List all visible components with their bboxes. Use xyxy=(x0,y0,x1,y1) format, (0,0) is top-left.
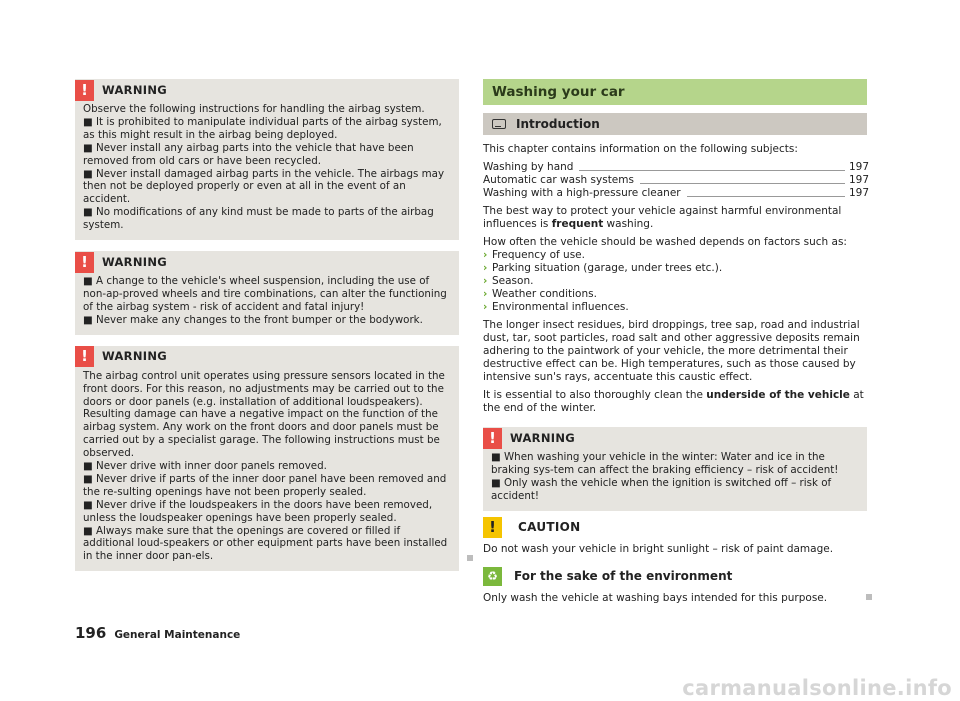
toc-leader xyxy=(579,170,845,171)
exclamation-icon: ! xyxy=(483,517,502,538)
toc-entry[interactable] xyxy=(483,161,870,174)
list-item-text: Environmental influences. xyxy=(492,301,629,313)
warning-text: The airbag control unit operates using pressure sensors located in the front doors. For this reason, no adjustments may be carried out to the doors or door panels (e.g. installation of additional loudspeakers). Resulting damage can have a negative impact on the function of the airbag system. Any work on the front doors and door panels must be carried out by a specialist garage. The following instructions must be observed. ■ Never drive with inner door panels removed. ■ Never drive if parts of the inner door panel have been removed and the re-sulting openings have not been properly sealed. ■ Never drive if the loudspeakers in the doors have been removed, unless the loudspeaker openings have been properly sealed. ■ Always make sure that the openings are covered or filled if additional loud-speakers or other equipment parts have been installed in the inner door pan-els. xyxy=(83,369,448,563)
warning-text: ■ When washing your vehicle in the winter: Water and ice in the braking sys-tem can affect the braking efficiency – risk of accident! ■ Only wash the vehicle when the ignition is switched off – risk of accident! xyxy=(491,451,839,502)
toc-label: Automatic car wash systems xyxy=(483,174,634,186)
chevron-right-icon: › xyxy=(483,301,488,313)
toc-page: 197 xyxy=(849,187,870,199)
warning-header xyxy=(75,251,451,273)
list-item-text: Parking situation (garage, under trees etc.). xyxy=(492,262,723,274)
warning-header xyxy=(75,79,451,101)
warning-title: WARNING xyxy=(102,349,167,364)
list-item-text: Weather conditions. xyxy=(492,288,597,300)
section-title: Introduction xyxy=(516,117,600,131)
environment-note xyxy=(483,592,867,605)
toc-entry[interactable] xyxy=(483,187,870,200)
section-end-marker xyxy=(866,594,872,600)
toc-label: Washing with a high-pressure cleaner xyxy=(483,187,681,199)
paragraph-frequent-washing xyxy=(483,205,867,231)
toc-label: Washing by hand xyxy=(483,161,574,173)
toc-entry[interactable] xyxy=(483,174,870,187)
exclamation-icon: ! xyxy=(75,252,94,273)
warning-header xyxy=(483,427,859,449)
text-run: washing. xyxy=(603,218,654,230)
chevron-right-icon: › xyxy=(483,275,488,287)
warning-box-suspension xyxy=(75,251,459,335)
watermark: carmanualsonline.info xyxy=(682,676,952,700)
table-of-contents xyxy=(483,161,870,200)
chapter-title: Washing your car xyxy=(483,79,867,105)
warning-title: WARNING xyxy=(102,254,167,269)
warning-box-airbag-handling xyxy=(75,79,459,240)
footer-section-title: General Maintenance xyxy=(114,629,241,641)
warning-box-door-sensors xyxy=(75,346,459,572)
list-item xyxy=(483,262,867,275)
bold-text: underside of the vehicle xyxy=(706,389,850,401)
list-item xyxy=(483,288,867,301)
exclamation-icon: ! xyxy=(75,80,94,101)
list-item xyxy=(483,275,867,288)
chevron-right-icon: › xyxy=(483,262,488,274)
exclamation-icon: ! xyxy=(483,428,502,449)
page-footer xyxy=(75,624,241,642)
caution-title: CAUTION xyxy=(518,520,581,535)
caution-text: Do not wash your vehicle in bright sunlight – risk of paint damage. xyxy=(483,542,834,555)
environment-text: Only wash the vehicle at washing bays intended for this purpose. xyxy=(483,591,828,604)
list-item xyxy=(483,301,867,314)
paragraph-deposits: The longer insect residues, bird droppings, tree sap, road and industrial dust, tar, soot particles, road salt and other aggressive deposits remain adhering to the paintwork of your vehicle, the more detrimental their destructive effect can be. High temperatures, such as those caused by intensive sun's rays, accentuate this caustic effect. xyxy=(483,319,860,383)
warning-box-winter-washing xyxy=(483,427,867,511)
right-column xyxy=(483,79,870,605)
toc-page: 197 xyxy=(849,174,870,186)
warning-text: ■ A change to the vehicle's wheel suspension, including the use of non-ap-proved wheels and tire combinations, can alter the functioning of the airbag system - risk of accident and fatal injury! ■ Never make any changes to the front bumper or the bodywork. xyxy=(83,275,447,326)
recycle-icon: ♻ xyxy=(483,567,502,586)
list-item-text: Frequency of use. xyxy=(492,249,585,261)
text-run: at the end of the winter. xyxy=(483,389,864,414)
page-number: 196 xyxy=(75,624,107,642)
left-column xyxy=(75,79,459,582)
caution-header xyxy=(483,517,867,539)
paragraph-factors: How often the vehicle should be washed depends on factors such as: xyxy=(483,236,847,248)
environment-title: For the sake of the environment xyxy=(514,569,733,584)
bold-text: frequent xyxy=(551,218,604,230)
intro-lead: This chapter contains information on the following subjects: xyxy=(483,143,798,155)
list-item-text: Season. xyxy=(492,275,534,287)
text-run: The best way to protect your vehicle against harmful environmental influences is xyxy=(483,205,842,230)
chevron-right-icon: › xyxy=(483,288,488,300)
warning-header xyxy=(75,346,451,368)
paragraph-underside xyxy=(483,389,867,415)
warning-title: WARNING xyxy=(102,82,167,97)
exclamation-icon: ! xyxy=(75,346,94,367)
toc-leader xyxy=(640,183,845,184)
warning-text: Observe the following instructions for handling the airbag system. ■ It is prohibited to manipulate individual parts of the airbag system, as this might result in the airbag being deployed. ■ Never install any airbag parts into the vehicle that have been removed from old cars or have been recycled. ■ Never install damaged airbag parts in the vehicle. The airbags may then not be deployed properly or even at all in the event of an accident. ■ No modifications of any kind must be made to parts of the airbag system. xyxy=(83,103,445,232)
toc-leader xyxy=(687,196,845,197)
book-icon xyxy=(492,119,506,129)
factor-list xyxy=(483,249,867,314)
warning-title: WARNING xyxy=(510,430,575,445)
section-header-introduction xyxy=(483,113,867,135)
toc-page: 197 xyxy=(849,161,870,173)
section-end-marker xyxy=(467,555,473,561)
list-item xyxy=(483,249,867,262)
text-run: It is essential to also thoroughly clean the xyxy=(483,389,707,401)
environment-header xyxy=(483,566,867,588)
chevron-right-icon: › xyxy=(483,249,488,261)
